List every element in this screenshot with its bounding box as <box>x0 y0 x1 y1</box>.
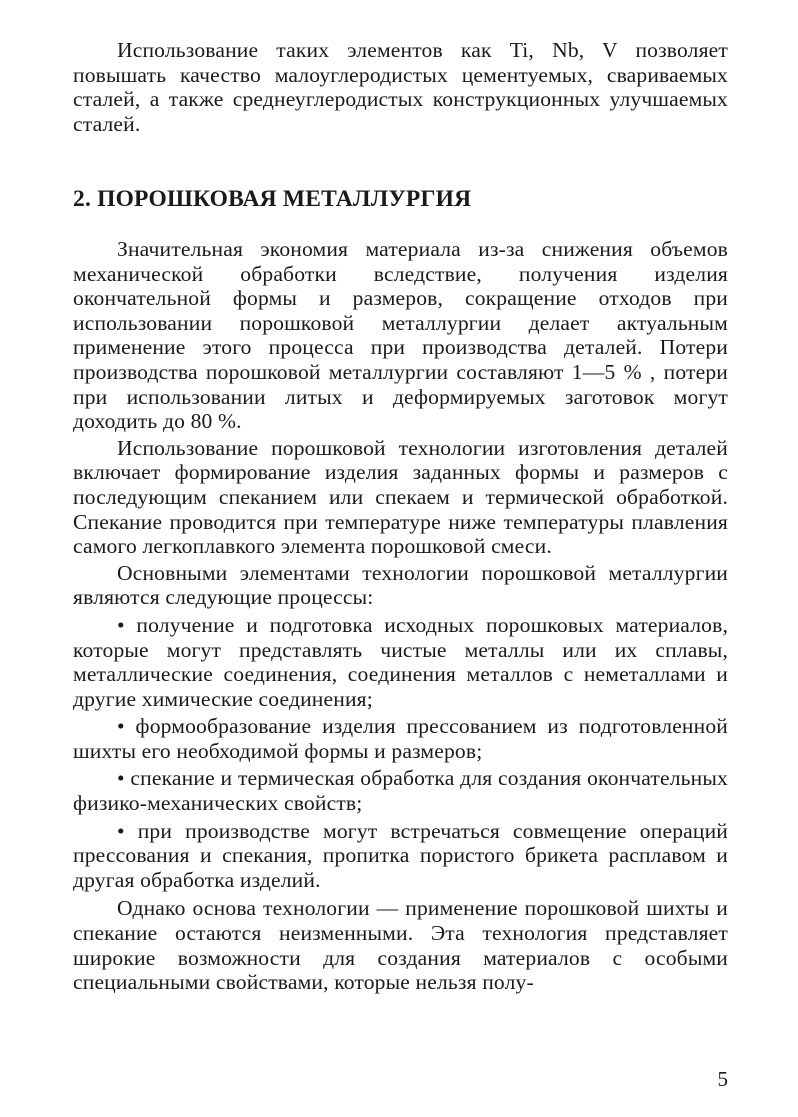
body-paragraph: Основными элементами технологии порошковой металлургии являются следующие процессы: <box>73 560 728 610</box>
body-paragraph: Значительная экономия материала из-за снижения объемов механической обработки вследствие, получения изделия окончательной формы и размеров, сокращение отходов при использовании порошковой металлургии делает актуальным применение этого процесса при производства деталей. Потери производства порошковой металлургии составляют 1—5 % , потери при использовании литых и деформируемых заготовок могут доходить до 80 %. <box>73 237 728 434</box>
intro-block <box>73 38 728 136</box>
body-paragraph: Использование порошковой технологии изготовления деталей включает формирование изделия заданных формы и размеров с последующим спеканием или спекаем и термической обработкой. Спекание проводится при температуре ниже температуры плавления самого легкоплавкого элемента порошковой смеси. <box>73 435 728 559</box>
section-heading: 2. ПОРОШКОВАЯ МЕТАЛЛУРГИЯ <box>73 186 472 212</box>
list-item: • формообразование изделия прессованием из подготовленной шихты его необходимой формы и размеров; <box>73 714 728 763</box>
list-item: • спекание и термическая обработка для создания окончательных физико-механических свойств; <box>73 766 728 816</box>
list-item: • при производстве могут встречаться совмещение операций прессования и спекания, пропитка пористого брикета расплавом и другая обработка изделий. <box>73 818 728 892</box>
section-body <box>73 237 728 995</box>
intro-paragraph: Использование таких элементов как Ti, Nb, V позволяет повышать качество малоуглеродистых цементуемых, свариваемых сталей, а также среднеуглеродистых конструкционных улучшаемых сталей. <box>73 38 728 136</box>
page-number: 5 <box>717 1067 728 1091</box>
list-item: • получение и подготовка исходных порошковых материалов, которые могут представлять чистые металлы или их сплавы, металлические соединения, соединения металлов с неметаллами и другие химические соединения; <box>73 612 728 711</box>
closing-paragraph: Однако основа технологии — применение порошковой шихты и спекание остаются неизменными. Эта технология представляет широкие возможности для создания материалов с особыми специальными свойствами, которые нельзя полу- <box>73 896 728 995</box>
